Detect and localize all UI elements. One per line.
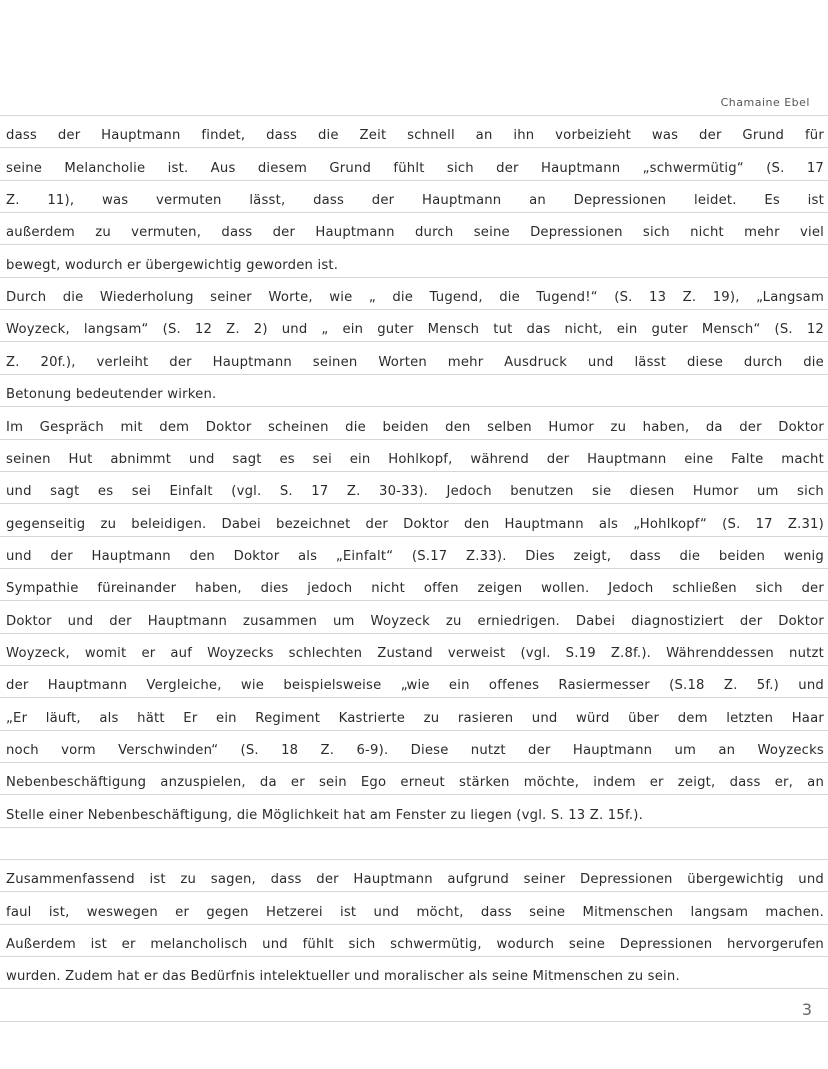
ruled-line: [0, 439, 828, 440]
ruled-line: [0, 406, 828, 407]
text-line: Außerdem ist er melancholisch und fühlt sich schwermütig, wodurch seine Depressionen hervorgerufen: [6, 937, 824, 952]
ruled-line: [0, 1021, 828, 1022]
text-line: Woyzeck, womit er auf Woyzecks schlechten Zustand verweist (vgl. S.19 Z.8f.). Währenddessen nutzt: [6, 646, 824, 661]
ruled-line: [0, 471, 828, 472]
ruled-line: [0, 697, 828, 698]
text-line: Z. 11), was vermuten lässt, dass der Hauptmann an Depressionen leidet. Es ist: [6, 193, 824, 208]
text-line: „Er läuft, als hätt Er ein Regiment Kastrierte zu rasieren und würd über dem letzten Haar: [6, 711, 824, 726]
ruled-line: [0, 924, 828, 925]
ruled-line: [0, 115, 828, 116]
text-line: wurden. Zudem hat er das Bedürfnis intelektueller und moralischer als seine Mitmenschen zu sein.: [6, 969, 680, 984]
text-line: Im Gespräch mit dem Doktor scheinen die beiden den selben Humor zu haben, da der Doktor: [6, 420, 824, 435]
ruled-line: [0, 244, 828, 245]
ruled-line: [0, 277, 828, 278]
text-line: Stelle einer Nebenbeschäftigung, die Möglichkeit hat am Fenster zu liegen (vgl. S. 13 Z. 15f.).: [6, 808, 643, 823]
text-line: seinen Hut abnimmt und sagt es sei ein Hohlkopf, während der Hauptmann eine Falte macht: [6, 452, 824, 467]
ruled-line: [0, 762, 828, 763]
ruled-line: [0, 891, 828, 892]
ruled-line: [0, 147, 828, 148]
text-line: der Hauptmann Vergleiche, wie beispielsweise „wie ein offenes Rasiermesser (S.18 Z. 5f.) und: [6, 678, 824, 693]
ruled-line: [0, 374, 828, 375]
text-line: Nebenbeschäftigung anzuspielen, da er sein Ego erneut stärken möchte, indem er zeigt, dass er, an: [6, 775, 824, 790]
text-line: bewegt, wodurch er übergewichtig geworden ist.: [6, 258, 339, 273]
text-line: Woyzeck, langsam“ (S. 12 Z. 2) und „ ein guter Mensch tut das nicht, ein guter Mensch“ (S. 12: [6, 322, 824, 337]
text-line: Zusammenfassend ist zu sagen, dass der Hauptmann aufgrund seiner Depressionen übergewichtig und: [6, 872, 824, 887]
text-line: Sympathie füreinander haben, dies jedoch nicht offen zeigen wollen. Jedoch schließen sich der: [6, 581, 824, 596]
ruled-line: [0, 212, 828, 213]
ruled-line: [0, 633, 828, 634]
page-number: 3: [801, 1000, 812, 1019]
text-line: Z. 20f.), verleiht der Hauptmann seinen Worten mehr Ausdruck und lässt diese durch die: [6, 355, 824, 370]
text-line: außerdem zu vermuten, dass der Hauptmann durch seine Depressionen sich nicht mehr viel: [6, 225, 824, 240]
text-line: seine Melancholie ist. Aus diesem Grund fühlt sich der Hauptmann „schwermütig“ (S. 17: [6, 161, 824, 176]
text-line: gegenseitig zu beleidigen. Dabei bezeichnet der Doktor den Hauptmann als „Hohlkopf“ (S. 17 Z.31): [6, 517, 824, 532]
text-line: und sagt es sei Einfalt (vgl. S. 17 Z. 30-33). Jedoch benutzen sie diesen Humor um sich: [6, 484, 824, 499]
text-line: Betonung bedeutender wirken.: [6, 387, 217, 402]
text-line: und der Hauptmann den Doktor als „Einfalt“ (S.17 Z.33). Dies zeigt, dass die beiden wenig: [6, 549, 824, 564]
text-line: noch vorm Verschwinden“ (S. 18 Z. 6-9). Diese nutzt der Hauptmann um an Woyzecks: [6, 743, 824, 758]
text-line: faul ist, weswegen er gegen Hetzerei ist und möcht, dass seine Mitmenschen langsam machen.: [6, 905, 824, 920]
ruled-line: [0, 859, 828, 860]
ruled-line: [0, 665, 828, 666]
ruled-line: [0, 568, 828, 569]
ruled-line: [0, 730, 828, 731]
text-line: dass der Hauptmann findet, dass die Zeit schnell an ihn vorbeizieht was der Grund für: [6, 128, 824, 143]
ruled-line: [0, 956, 828, 957]
ruled-line: [0, 600, 828, 601]
ruled-line: [0, 503, 828, 504]
ruled-line: [0, 341, 828, 342]
ruled-line: [0, 180, 828, 181]
text-line: Doktor und der Hauptmann zusammen um Woyzeck zu erniedrigen. Dabei diagnostiziert der Doktor: [6, 614, 824, 629]
author-name: Chamaine Ebel: [720, 96, 810, 109]
ruled-line: [0, 309, 828, 310]
ruled-line: [0, 794, 828, 795]
text-line: Durch die Wiederholung seiner Worte, wie „ die Tugend, die Tugend!“ (S. 13 Z. 19), „Langsam: [6, 290, 824, 305]
ruled-line: [0, 827, 828, 828]
ruled-line: [0, 536, 828, 537]
ruled-line: [0, 988, 828, 989]
